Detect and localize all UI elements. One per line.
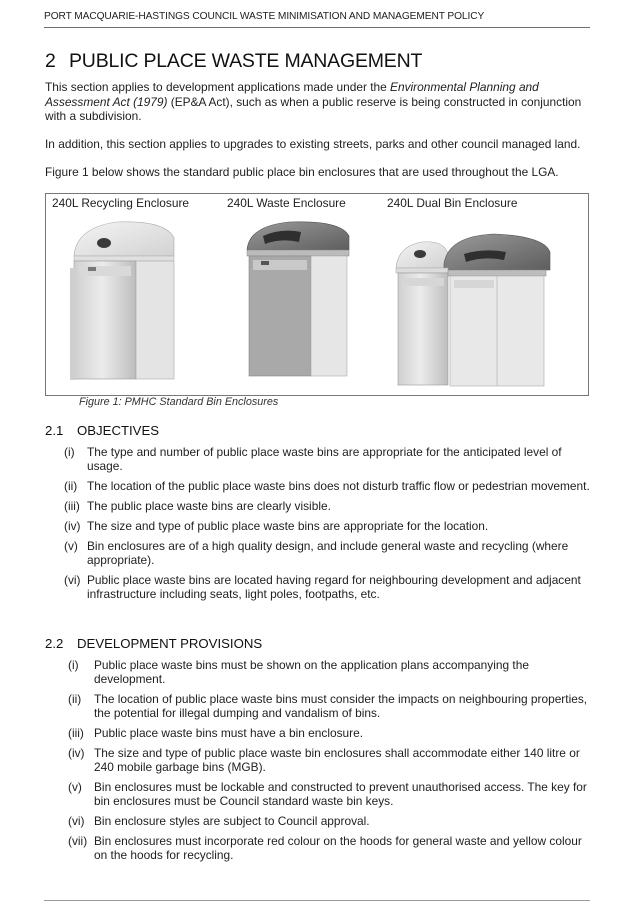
list-item: (v) Bin enclosures are of a high quality design, and include general waste and recycling (where appropriate).: [64, 539, 569, 567]
intro-paragraph-1: This section applies to development applications made under the Environmental Planning and Assessment Act (1979) (EP&A Act), such as when a public reserve is being constructed in conjunction with a subdivision.: [45, 80, 582, 123]
provisions-number: 2.2: [45, 636, 64, 651]
list-item: (iii) The public place waste bins are clearly visible.: [64, 499, 331, 513]
list-item: (i) Public place waste bins must be shown on the application plans accompanying the development.: [68, 658, 529, 686]
recycling-enclosure-image: [66, 216, 186, 388]
figure-frame: [45, 193, 589, 396]
objectives-number: 2.1: [45, 423, 64, 438]
figure-label-recycling: 240L Recycling Enclosure: [52, 196, 190, 210]
figure-caption: Figure 1: PMHC Standard Bin Enclosures: [79, 396, 279, 408]
list-item: (vi) Public place waste bins are located having regard for neighbouring development and adjacent infrastructure including seats, light poles, footpaths, etc.: [64, 573, 581, 601]
figure-reference: Figure 1: [45, 165, 89, 179]
figure-label-dual: 240L Dual Bin Enclosure: [387, 196, 518, 210]
list-item: (iii) Public place waste bins must have a bin enclosure.: [68, 726, 364, 740]
dual-enclosure-image: [394, 224, 554, 394]
list-item: (ii) The location of public place waste bins must consider the impacts on neighbouring properties, the potential for illegal dumping and vandalism of bins.: [68, 692, 588, 720]
list-item: (vii) Bin enclosures must incorporate red colour on the hoods for general waste and yellow colour on the hoods for recycling.: [68, 834, 582, 862]
figure-label-waste: 240L Waste Enclosure: [227, 196, 346, 210]
section-heading: [45, 50, 422, 73]
list-item: (ii) The location of the public place waste bins does not disturb traffic flow or pedestrian movement.: [64, 479, 590, 493]
list-item: (i) The type and number of public place waste bins are appropriate for the anticipated level of usage.: [64, 445, 562, 473]
provisions-heading: [45, 636, 262, 651]
list-item: (v) Bin enclosures must be lockable and constructed to prevent unauthorised access. The key for bin enclosures must be Council standard waste bin keys.: [68, 780, 587, 808]
intro-paragraph-2: In addition, this section applies to upgrades to existing streets, parks and other council managed land.: [45, 137, 581, 151]
intro-paragraph-3: Figure 1 below shows the standard public place bin enclosures that are used throughout the LGA.: [45, 165, 559, 179]
waste-enclosure-image: [241, 216, 361, 388]
objectives-heading: [45, 423, 159, 438]
objectives-list: [45, 445, 597, 607]
provisions-list: [45, 658, 597, 868]
page-header: PORT MACQUARIE-HASTINGS COUNCIL WASTE MINIMISATION AND MANAGEMENT POLICY: [44, 11, 590, 28]
list-item: (iv) The size and type of public place waste bin enclosures shall accommodate either 140 litre or 240 mobile garbage bins (MGB).: [68, 746, 580, 774]
list-item: (vi) Bin enclosure styles are subject to Council approval.: [68, 814, 370, 828]
provisions-title: DEVELOPMENT PROVISIONS: [77, 636, 263, 651]
objectives-title: OBJECTIVES: [77, 423, 160, 438]
footer-divider: [44, 900, 590, 901]
section-number: 2: [45, 50, 56, 72]
section-title: PUBLIC PLACE WASTE MANAGEMENT: [69, 50, 423, 72]
list-item: (iv) The size and type of public place waste bins are appropriate for the location.: [64, 519, 489, 533]
